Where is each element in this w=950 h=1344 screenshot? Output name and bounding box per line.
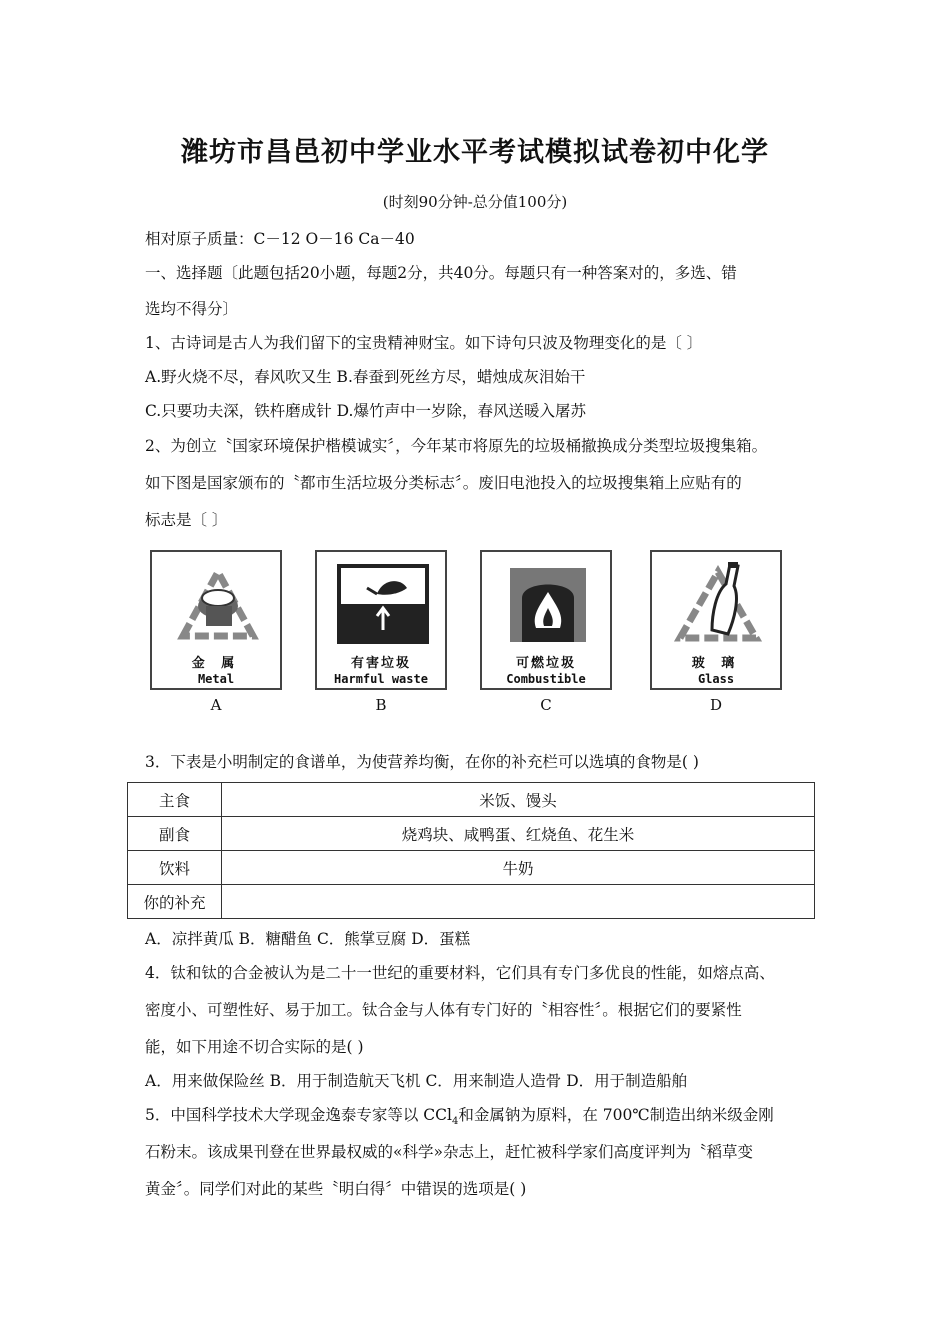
- table-cell-value: [222, 885, 815, 919]
- sign-option-label: C: [540, 696, 552, 714]
- q4-options: A．用来做保险丝 B．用于制造航天飞机 C．用来制造人造骨 D．用于制造船舶: [145, 1072, 688, 1090]
- table-cell-value: 牛奶: [222, 851, 815, 885]
- table-row: [128, 817, 815, 851]
- q4-stem-line1: 4．钛和钛的合金被认为是二十一世纪的重要材料，它们具有专门多优良的性能，如熔点高、: [145, 964, 775, 982]
- table-cell-key: 主食: [128, 783, 222, 817]
- table-cell-key: 饮料: [128, 851, 222, 885]
- sign-option-label: A: [210, 696, 222, 714]
- page-title: 潍坊市昌邑初中学业水平考试模拟试卷初中化学: [181, 137, 769, 168]
- garbage-sign-figure: [140, 542, 800, 722]
- recycle-bottle-icon: [668, 558, 768, 648]
- section-heading-line2: 选均不得分〕: [145, 300, 239, 318]
- sign-option-label: B: [375, 696, 387, 714]
- section-heading-line1: 一、选择题〔此题包括20小题，每题2分，共40分。每题只有一种答案对的，多选、错: [145, 264, 737, 282]
- q5-stem-line2: 石粉末。该成果刊登在世界最权威的«科学»杂志上，赶忙被科学家们高度评判为〝稻草变: [145, 1143, 753, 1161]
- sign-zh-label: 可燃垃圾: [515, 656, 576, 671]
- sign-en-label: Glass: [697, 672, 735, 686]
- sign-en-label: Harmful waste: [334, 672, 428, 686]
- q5-text-b: 和金属钠为原料，在 700℃制造出纳米级金刚: [458, 1106, 774, 1124]
- q2-stem-line3: 标志是〔 〕: [145, 511, 228, 529]
- sign-zh-label: 玻 璃: [691, 656, 741, 671]
- q4-stem-line3: 能，如下用途不切合实际的是( ): [145, 1038, 364, 1056]
- q5-stem-line1: [145, 1103, 774, 1127]
- table-row: [128, 885, 815, 919]
- q3-options: A．凉拌黄瓜 B．糖醋鱼 C．熊掌豆腐 D．蛋糕: [145, 930, 471, 948]
- table-cell-value: 烧鸡块、咸鸭蛋、红烧鱼、花生米: [222, 817, 815, 851]
- sign-harmful-waste: [315, 550, 447, 690]
- q5-stem-line3: 黄金〞。同学们对此的某些〝明白得〞中错误的选项是( ): [145, 1180, 527, 1198]
- q1-stem: 1、古诗词是古人为我们留下的宝贵精神财宝。如下诗句只波及物理变化的是〔 〕: [145, 334, 703, 352]
- table-cell-value: 米饭、馒头: [222, 783, 815, 817]
- recycle-can-icon: [168, 558, 268, 648]
- atomic-mass-line: 相对原子质量：C－12 O－16 Ca－40: [145, 230, 415, 248]
- sign-option-label: D: [709, 696, 723, 714]
- table-row: [128, 851, 815, 885]
- q2-stem-line1: 2、为创立〝国家环境保护楷模诚实〞，今年某市将原先的垃圾桶撤换成分类型垃圾搜集箱。: [145, 437, 768, 455]
- harmful-waste-icon: [333, 558, 433, 648]
- q3-stem: 3．下表是小明制定的食谱单，为使营养均衡，在你的补充栏可以选填的食物是( ): [145, 753, 699, 771]
- q1-options-ab: A.野火烧不尽，春风吹又生 B.春蚕到死丝方尽，蜡烛成灰泪始干: [145, 368, 586, 386]
- menu-table: [127, 782, 815, 919]
- q1-options-cd: C.只要功夫深，铁杵磨成针 D.爆竹声中一岁除，春风送暖入屠苏: [145, 402, 586, 420]
- sign-metal: [150, 550, 282, 690]
- sign-en-label: Metal: [197, 672, 235, 686]
- sign-zh-label: 金 属: [191, 656, 241, 671]
- sign-combustible: [480, 550, 612, 690]
- table-row: [128, 783, 815, 817]
- q5-text-a: 5．中国科学技术大学现金逸泰专家等以 CCl: [145, 1106, 452, 1124]
- q4-stem-line2: 密度小、可塑性好、易于加工。钛合金与人体有专门好的〝相容性〞。根据它们的要紧性: [145, 1001, 742, 1019]
- exam-duration-subtitle: (时刻90分钟-总分值100分): [382, 193, 568, 211]
- table-cell-key: 副食: [128, 817, 222, 851]
- sign-en-label: Combustible: [506, 672, 586, 686]
- flame-icon: [498, 558, 598, 648]
- sign-zh-label: 有害垃圾: [350, 656, 411, 671]
- table-cell-key: 你的补充: [128, 885, 222, 919]
- q2-stem-line2: 如下图是国家颁布的〝都市生活垃圾分类标志〞。废旧电池投入的垃圾搜集箱上应贴有的: [145, 474, 742, 492]
- sign-glass: [650, 550, 782, 690]
- q5-subscript: 4: [451, 1116, 459, 1128]
